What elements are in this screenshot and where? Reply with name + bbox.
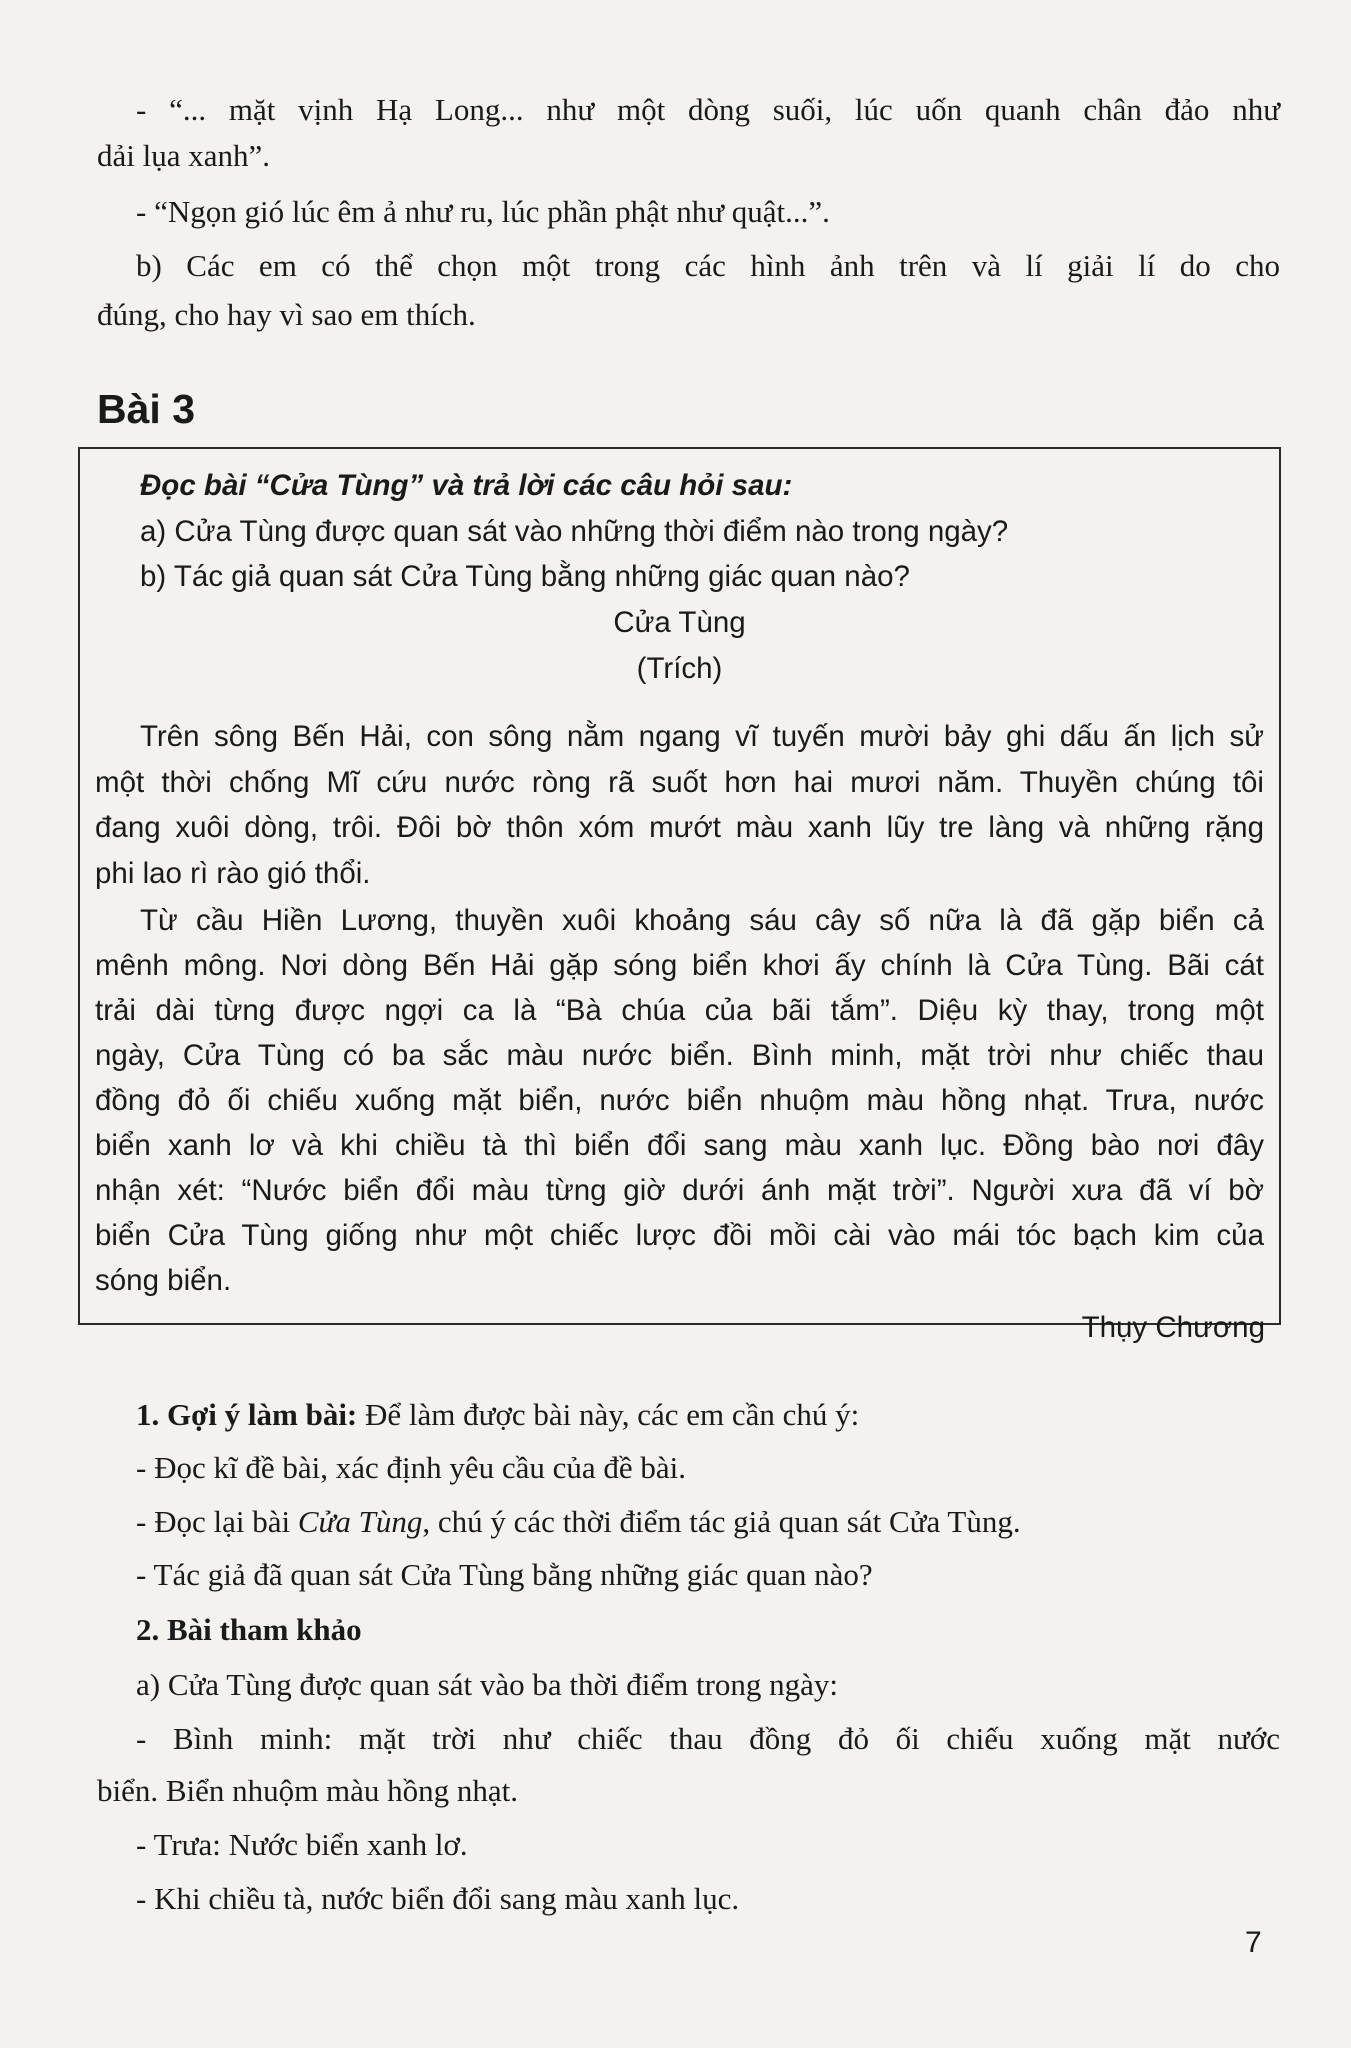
paragraph-1-line: Trên sông Bến Hải, con sông nằm ngang vĩ tuyến mười bảy ghi dấu ấn lịch sử (140, 720, 1264, 753)
answer-b-line-2: đúng, cho hay vì sao em thích. (97, 297, 476, 332)
guide-item-3: - Tác giả đã quan sát Cửa Tùng bằng những giác quan nào? (136, 1557, 873, 1592)
paragraph-1-line: phi lao rì rào gió thổi. (95, 857, 371, 890)
reference-noon: - Trưa: Nước biển xanh lơ. (136, 1827, 468, 1862)
reference-dawn-line-2: biển. Biển nhuộm màu hồng nhạt. (97, 1773, 519, 1808)
story-title: Cửa Tùng (613, 606, 746, 639)
guide-item-1: - Đọc kĩ đề bài, xác định yêu cầu của đề bài. (136, 1450, 687, 1485)
quote-line-1: - “... mặt vịnh Hạ Long... như một dòng suối, lúc uốn quanh chân đảo như (136, 92, 1280, 127)
author-name: Thụy Chương (1081, 1311, 1265, 1344)
page-number: 7 (1245, 1926, 1262, 1959)
quote-line-3: - “Ngọn gió lúc êm ả như ru, lúc phần phật như quật...”. (136, 194, 830, 229)
paragraph-2-line: trải dài từng được ngợi ca là “Bà chúa của bãi tắm”. Diệu kỳ thay, trong một (95, 994, 1264, 1027)
guide-item-2 (136, 1504, 1021, 1540)
guide-heading-label: 1. Gợi ý làm bài: (136, 1397, 358, 1432)
paragraph-2-line: Từ cầu Hiền Lương, thuyền xuôi khoảng sáu cây số nữa là đã gặp biển cả (140, 904, 1264, 937)
story-subtitle: (Trích) (636, 652, 723, 685)
reading-box (78, 447, 1281, 1344)
exercise-title: Bài 3 (97, 386, 195, 432)
paragraph-2-line: mênh mông. Nơi dòng Bến Hải gặp sóng biển khơi ấy chính là Cửa Tùng. Bãi cát (95, 949, 1264, 982)
paragraph-2-line: nhận xét: “Nước biển đổi màu từng giờ dưới ánh mặt trời”. Người xưa đã ví bờ (95, 1174, 1264, 1207)
paragraph-2-line: sóng biển. (95, 1264, 232, 1297)
answer-b-line-1: b) Các em có thể chọn một trong các hình ảnh trên và lí giải lí do cho (136, 248, 1280, 283)
quote-line-2: dải lụa xanh”. (97, 138, 271, 173)
paragraph-2-line: biển Cửa Tùng giống như một chiếc lược đồi mồi cài vào mái tóc bạch kim của (95, 1219, 1264, 1252)
question-a: a) Cửa Tùng được quan sát vào những thời điểm nào trong ngày? (140, 515, 1009, 548)
paragraph-1-line: một thời chống Mĩ cứu nước ròng rã suốt hơn hai mươi năm. Thuyền chúng tôi (95, 766, 1264, 799)
reference-heading: 2. Bài tham khảo (136, 1612, 362, 1647)
guide-item-2-text: - Đọc lại bài (136, 1504, 298, 1539)
paragraph-2-line: ngày, Cửa Tùng có ba sắc màu nước biển. Bình minh, mặt trời như chiếc thau (95, 1039, 1264, 1072)
paragraph-1-line: đang xuôi dòng, trôi. Đôi bờ thôn xóm mướt màu xanh lũy tre làng và những rặng (95, 811, 1264, 844)
guide-heading (136, 1397, 859, 1433)
paragraph-2-line: đồng đỏ ối chiếu xuống mặt biển, nước biển nhuộm màu hồng nhạt. Trưa, nước (95, 1084, 1264, 1117)
guide-heading-text: Để làm được bài này, các em cần chú ý: (357, 1397, 860, 1432)
reference-answer-a: a) Cửa Tùng được quan sát vào ba thời điểm trong ngày: (136, 1667, 839, 1702)
paragraph-2-line: biển xanh lơ và khi chiều tà thì biển đổi sang màu xanh lục. Đồng bào nơi đây (95, 1129, 1264, 1162)
reference-dawn-line-1: - Bình minh: mặt trời như chiếc thau đồng đỏ ối chiếu xuống mặt nước (136, 1721, 1280, 1756)
reading-prompt: Đọc bài “Cửa Tùng” và trả lời các câu hỏi sau: (140, 469, 793, 502)
question-b: b) Tác giả quan sát Cửa Tùng bằng những giác quan nào? (140, 560, 910, 593)
guide-item-2-title: Cửa Tùng (297, 1504, 423, 1539)
reference-evening: - Khi chiều tà, nước biển đổi sang màu xanh lục. (136, 1881, 740, 1916)
guide-item-2-text-end: , chú ý các thời điểm tác giả quan sát Cửa Tùng. (422, 1504, 1021, 1539)
